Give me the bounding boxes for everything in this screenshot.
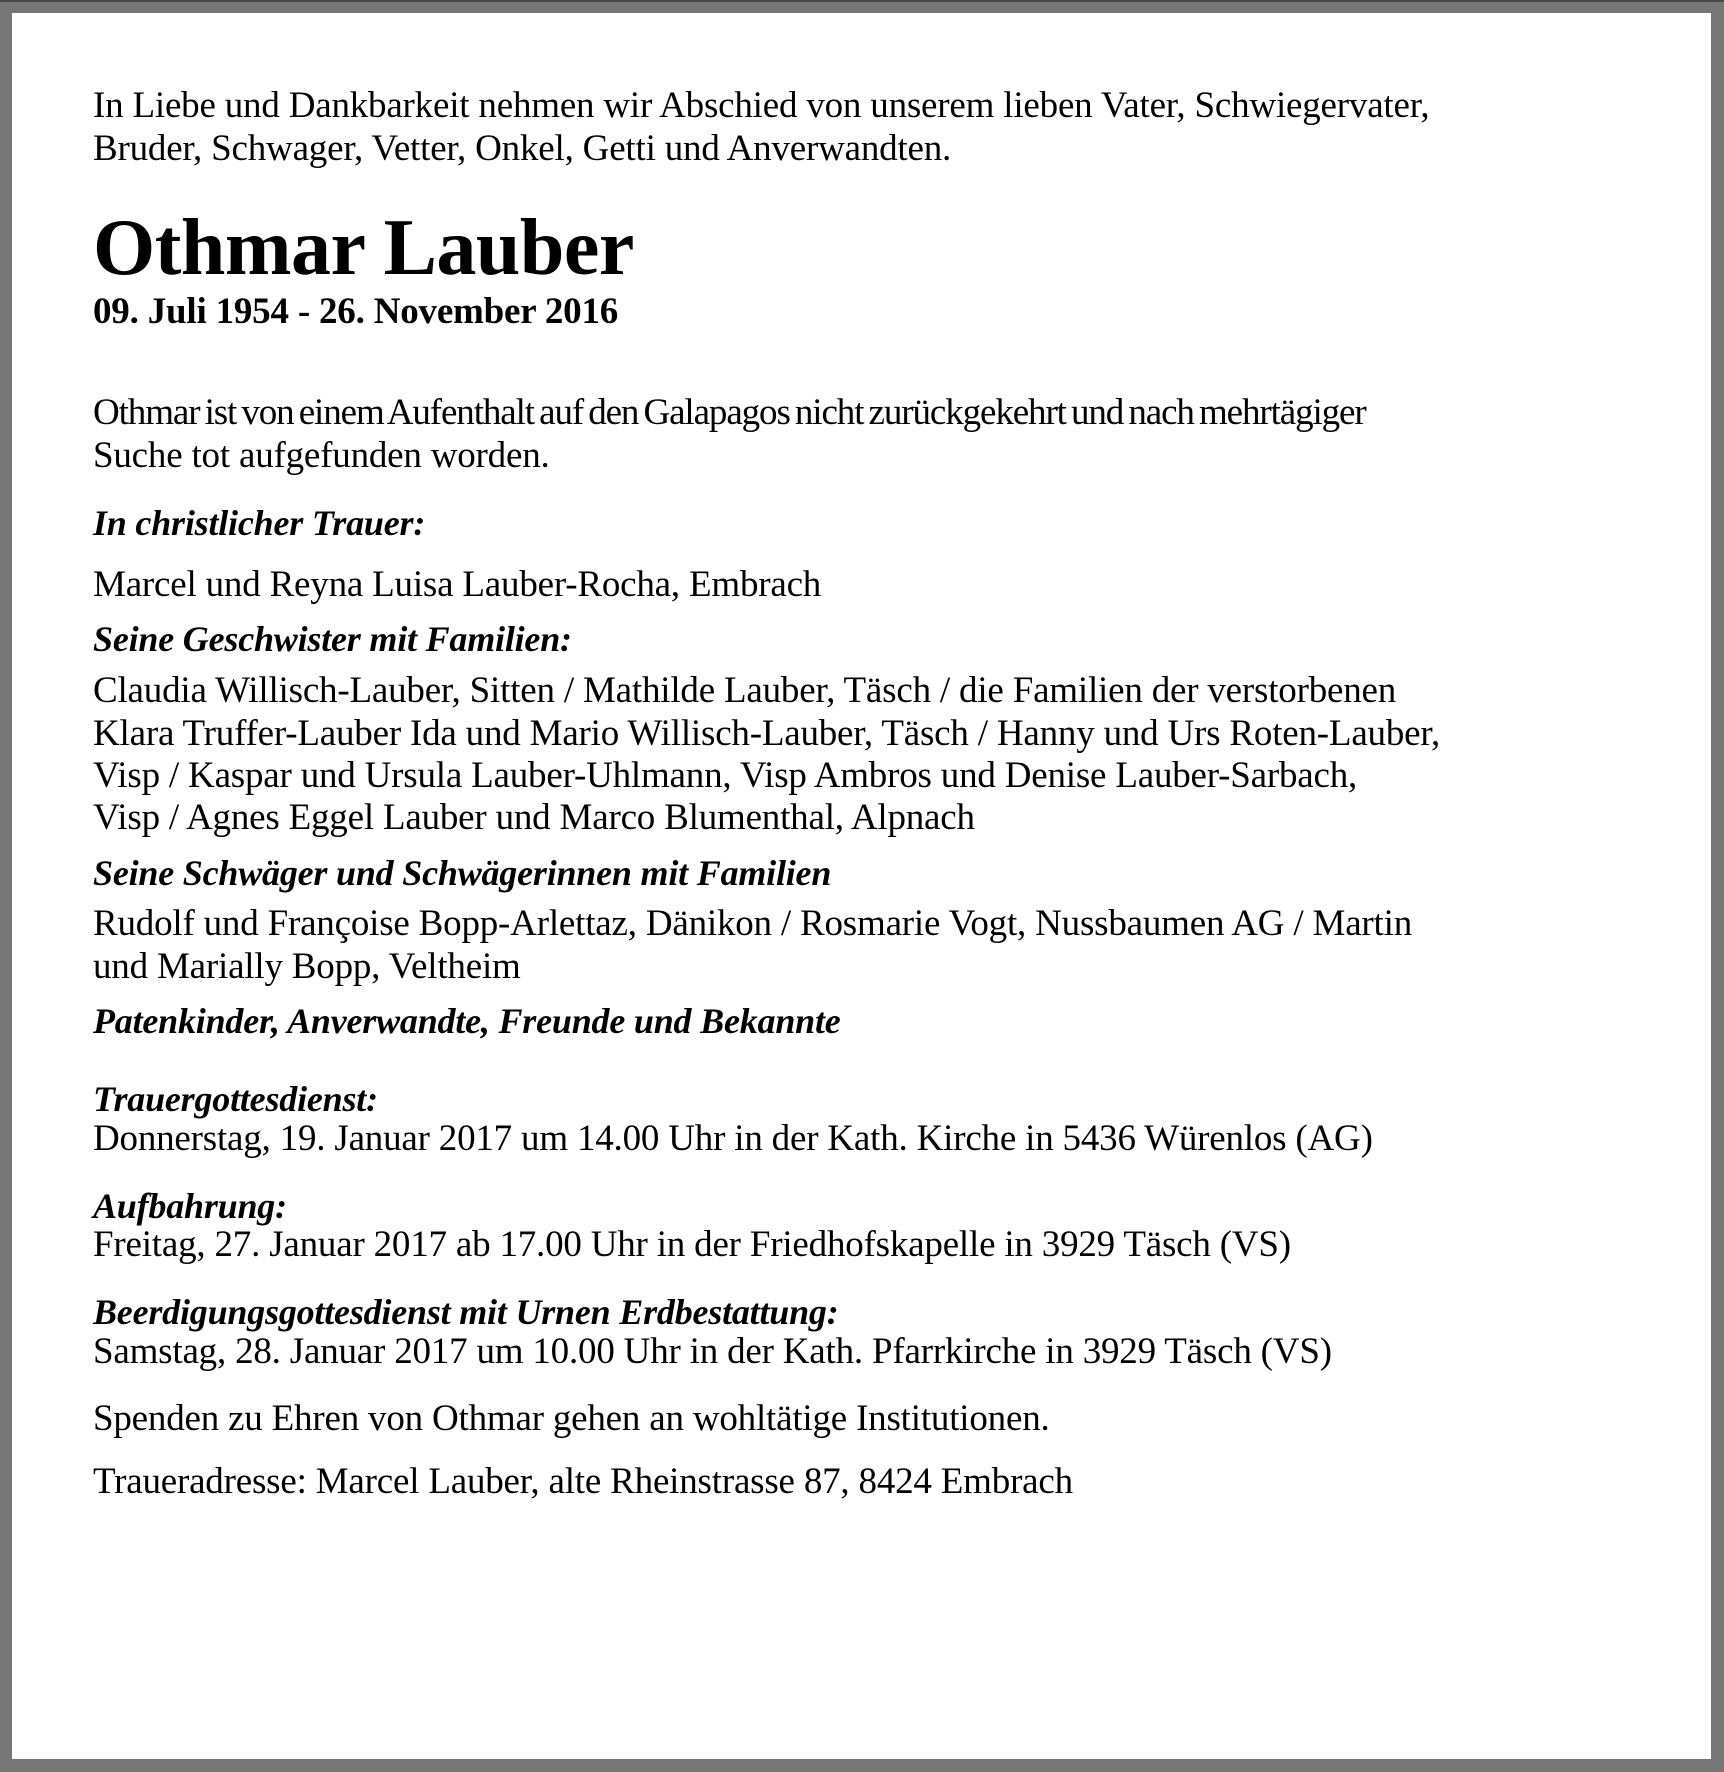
deceased-dates: 09. Juli 1954 - 26. November 2016 [93,291,619,332]
mourners-heading-siblings: Seine Geschwister mit Familien: [93,619,572,659]
service-details: Donnerstag, 19. Januar 2017 um 14.00 Uhr in der Kath. Kirche in 5436 Würenlos (AG) [93,1118,1373,1159]
mourners-line: Visp / Agnes Eggel Lauber und Marco Blumenthal, Alpnach [93,797,975,838]
mourners-line: Visp / Kaspar und Ursula Lauber-Uhlmann, Visp Ambros und Denise Lauber-Sarbach, [93,755,1358,796]
deceased-name: Othmar Lauber [93,204,634,292]
service-heading: Beerdigungsgottesdienst mit Urnen Erdbestattung: [93,1292,839,1332]
intro-line: In Liebe und Dankbarkeit nehmen wir Abschied von unserem lieben Vater, Schwiegervater, [93,85,1430,126]
service-details: Samstag, 28. Januar 2017 um 10.00 Uhr in der Kath. Pfarrkirche in 3929 Täsch (VS) [93,1331,1332,1372]
mourners-line: Claudia Willisch-Lauber, Sitten / Mathilde Lauber, Täsch / die Familien der verstorbenen [93,670,1397,711]
mourning-address: Traueradresse: Marcel Lauber, alte Rheinstrasse 87, 8424 Embrach [93,1461,1073,1502]
donations-note: Spenden zu Ehren von Othmar gehen an wohltätige Institutionen. [93,1398,1050,1439]
mourners-line: Rudolf und Françoise Bopp-Arlettaz, Dänikon / Rosmarie Vogt, Nussbaumen AG / Martin [93,903,1413,944]
service-heading: Trauergottesdienst: [93,1079,378,1119]
obituary-page [12,13,1711,1759]
notice-line: Othmar ist von einem Aufenthalt auf den Galapagos nicht zurückgekehrt und nach mehrtägiger [93,392,1366,433]
mourners-heading-in-laws: Seine Schwäger und Schwägerinnen mit Familien [93,853,832,893]
mourners-line: Klara Truffer-Lauber Ida und Mario Willisch-Lauber, Täsch / Hanny und Urs Roten-Lauber, [93,713,1441,754]
intro-line: Bruder, Schwager, Vetter, Onkel, Getti und Anverwandten. [93,128,952,169]
service-details: Freitag, 27. Januar 2017 ab 17.00 Uhr in der Friedhofskapelle in 3929 Täsch (VS) [93,1224,1291,1265]
frame-top-edge [0,0,1724,2]
mourners-heading-others: Patenkinder, Anverwandte, Freunde und Bekannte [93,1001,841,1041]
mourners-line: und Marially Bopp, Veltheim [93,946,521,987]
mourners-heading-family: In christlicher Trauer: [93,503,426,543]
service-heading: Aufbahrung: [93,1186,287,1226]
mourners-line: Marcel und Reyna Luisa Lauber-Rocha, Embrach [93,564,822,605]
notice-line: Suche tot aufgefunden worden. [93,435,550,476]
